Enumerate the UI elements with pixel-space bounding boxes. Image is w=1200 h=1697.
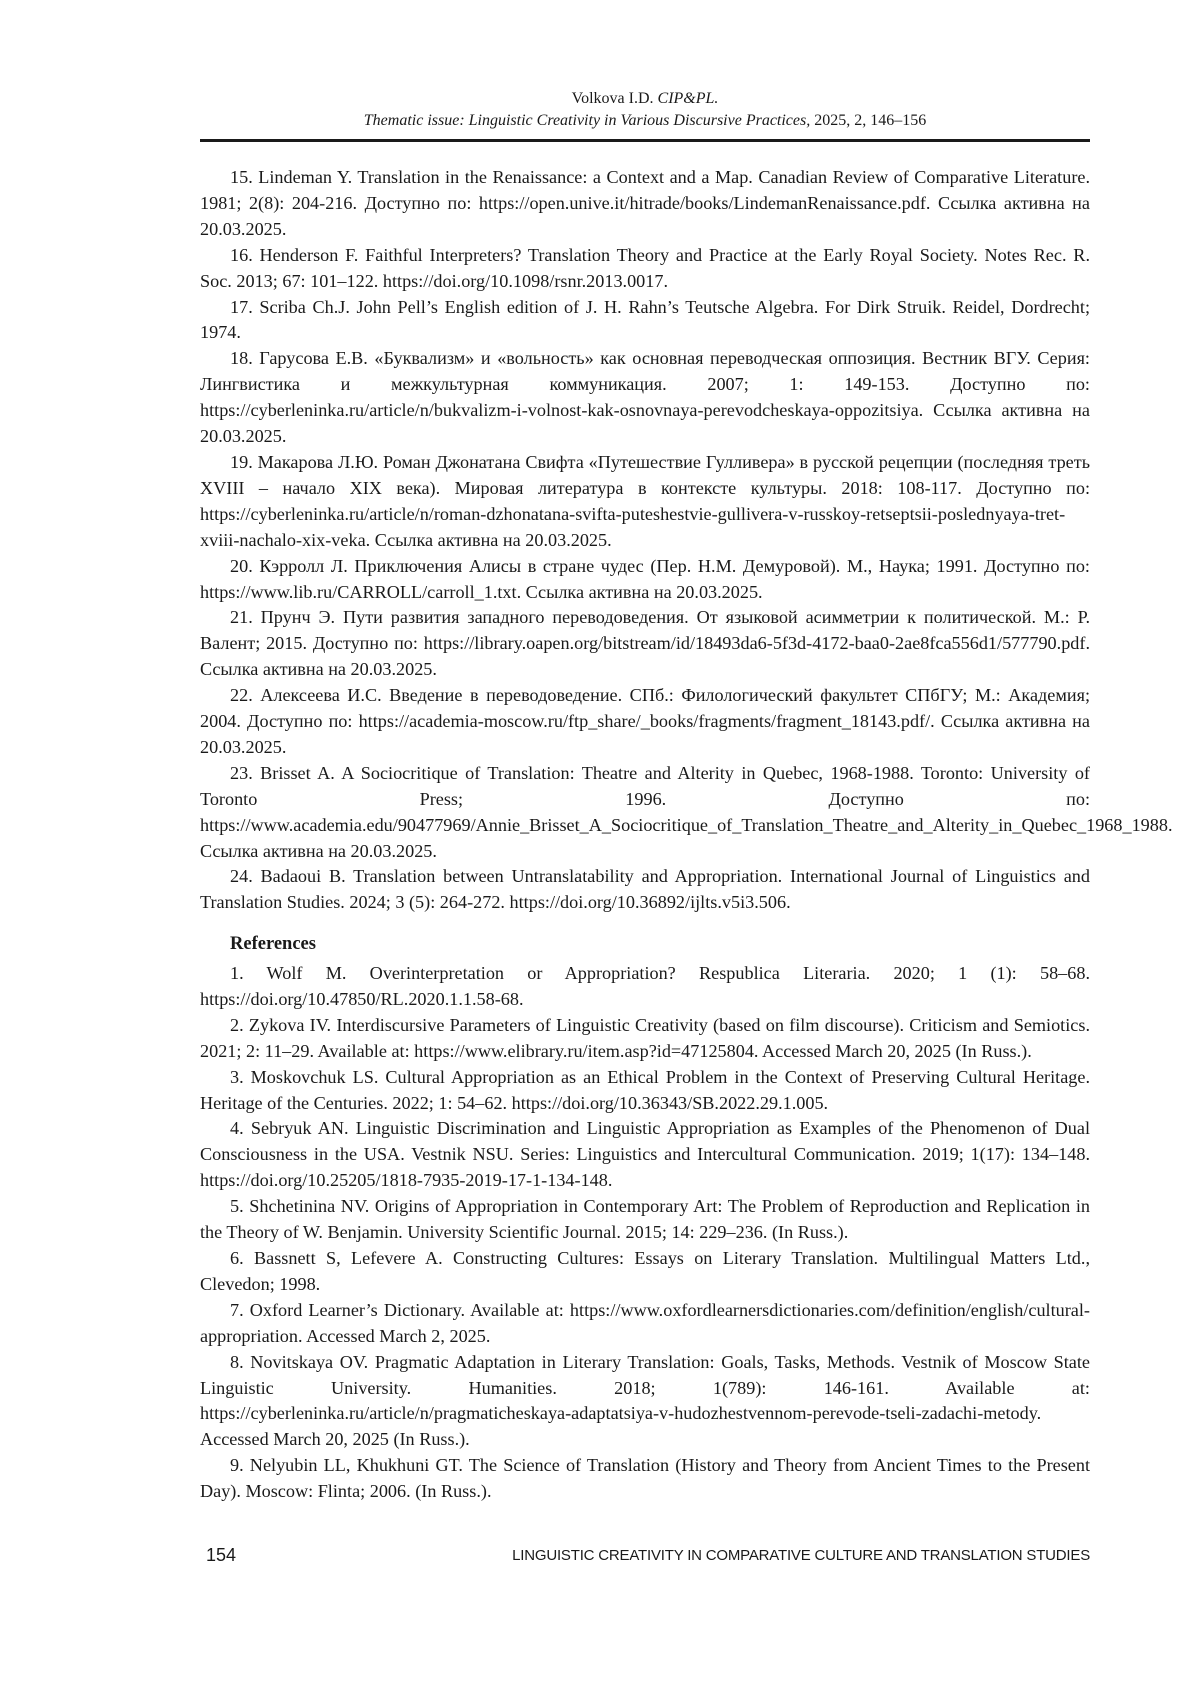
references-heading: References: [230, 934, 316, 954]
author-name: Volkova I.D.: [571, 90, 654, 107]
reference-item: 22. Алексеева И.С. Введение в переводоведение. СПб.: Филологический факультет СПбГУ; М.: Академия; 2004. Доступно по: https://academia-moscow.ru/ftp_share/_books/fragments/fragment_18143.pdf/. Ссылка активна на 20.03.2025.: [200, 685, 1090, 757]
running-head-issue-line: [200, 110, 1090, 132]
reference-item: 4. Sebryuk AN. Linguistic Discrimination and Linguistic Appropriation as Examples of the Phenomenon of Dual Consciousness in the USA. Vestnik NSU. Series: Linguistics and Intercultural Communication. 2019; 1(17): 134–148. https://doi.org/10.25205/1818-7935-2019-17-1-134-148.: [200, 1118, 1090, 1191]
running-head: [200, 88, 1090, 132]
issue-title: Thematic issue: Linguistic Creativity in Various Discursive Practices,: [363, 112, 811, 129]
journal-section-footer: LINGUISTIC CREATIVITY IN COMPARATIVE CULTURE AND TRANSLATION STUDIES: [512, 1547, 1090, 1564]
reference-item: 23. Brisset A. A Sociocritique of Translation: Theatre and Alterity in Quebec, 1968-1988. Toronto: University of Toronto Press; 1996. Доступно по: https://www.academia.edu/90477969/Annie_Brisset_A_Sociocritique_of_Translation_Theatre_and_Alterity_in_Quebec_1968_1988. Ссылка активна на 20.03.2025.: [200, 762, 1173, 861]
journal-abbreviation: CIP&PL.: [657, 90, 719, 107]
reference-item: 21. Прунч Э. Пути развития западного переводоведения. От языковой асимметрии к политической. М.: Р. Валент; 2015. Доступно по: https://library.oapen.org/bitstream/id/18493da6-5f3d-4172-baa0-2ae8fca556d1/577790.pdf. Ссылка активна на 20.03.2025.: [200, 607, 1090, 680]
issue-details: 2025, 2, 146–156: [814, 112, 927, 129]
reference-item: 17. Scriba Ch.J. John Pell’s English edition of J. H. Rahn’s Teutsche Algebra. For Dirk Struik. Reidel, Dordrecht; 1974.: [200, 296, 1090, 343]
reference-item: 3. Moskovchuk LS. Cultural Appropriation as an Ethical Problem in the Context of Preserving Cultural Heritage. Heritage of the Centuries. 2022; 1: 54–62. https://doi.org/10.36343/SB.2022.29.1.005.: [200, 1066, 1090, 1113]
reference-item: 1. Wolf M. Overinterpretation or Appropriation? Respublica Literaria. 2020; 1 (1): 58–68. https://doi.org/10.47850/RL.2020.1.1.58-68.: [200, 963, 1090, 1009]
reference-item: 24. Badaoui B. Translation between Untranslatability and Appropriation. International Journal of Linguistics and Translation Studies. 2024; 3 (5): 264-272. https://doi.org/10.36892/ijlts.v5i3.506.: [200, 866, 1090, 913]
reference-item: 6. Bassnett S, Lefevere A. Constructing Cultures: Essays on Literary Translation. Multilingual Matters Ltd., Clevedon; 1998.: [200, 1247, 1090, 1294]
reference-item: 20. Кэрролл Л. Приключения Алисы в стране чудес (Пер. Н.М. Демуровой). М., Наука; 1991. Доступно по: https://www.lib.ru/CARROLL/carroll_1.txt. Ссылка активна на 20.03.2025.: [200, 555, 1090, 602]
reference-item: 9. Nelyubin LL, Khukhuni GT. The Science of Translation (History and Theory from Ancient Times to the Present Day). Moscow: Flinta; 2006. (In Russ.).: [200, 1455, 1090, 1502]
reference-item: 2. Zykova IV. Interdiscursive Parameters of Linguistic Creativity (based on film discourse). Criticism and Semiotics. 2021; 2: 11–29. Available at: https://www.elibrary.ru/item.asp?id=47125804. Accessed March 20, 2025 (In Russ.).: [200, 1014, 1090, 1061]
reference-item: 18. Гарусова Е.В. «Буквализм» и «вольность» как основная переводческая оппозиция. Вестник ВГУ. Серия: Лингвистика и межкультурная коммуникация. 2007; 1: 149-153. Доступно по: https://cyberleninka.ru/article/n/bukvalizm-i-volnost-kak-osnovnaya-perevodcheskaya-oppozitsiya. Ссылка активна на 20.03.2025.: [200, 348, 1090, 447]
reference-item: 8. Novitskaya OV. Pragmatic Adaptation in Literary Translation: Goals, Tasks, Methods. Vestnik of Moscow State Linguistic University. Humanities. 2018; 1(789): 146-161. Available at: https://cyberleninka.ru/article/n/pragmaticheskaya-adaptatsiya-v-hudozhestvennom-perevode-tseli-zadachi-metody. Accessed March 20, 2025 (In Russ.).: [200, 1351, 1090, 1450]
reference-item: 15. Lindeman Y. Translation in the Renaissance: a Context and a Map. Canadian Review of Comparative Literature. 1981; 2(8): 204-216. Доступно по: https://open.unive.it/hitrade/books/LindemanRenaissance.pdf. Ссылка активна на 20.03.2025.: [200, 167, 1090, 239]
reference-list-continued: [200, 165, 1173, 916]
header-divider: [200, 139, 1090, 142]
reference-list: [200, 961, 1090, 1505]
running-head-author-line: [200, 88, 1090, 110]
reference-item: 16. Henderson F. Faithful Interpreters? Translation Theory and Practice at the Early Royal Society. Notes Rec. R. Soc. 2013; 67: 101–122. https://doi.org/10.1098/rsnr.2013.0017.: [200, 244, 1090, 291]
page-number: 154: [206, 1545, 237, 1565]
reference-item: 19. Макарова Л.Ю. Роман Джонатана Свифта «Путешествие Гулливера» в русской рецепции (последняя треть XVIII – начало XIX века). Мировая литература в контексте культуры. 2018: 108-117. Доступно по: https://cyberleninka.ru/article/n/roman-dzhonatana-svifta-puteshestvie-gullivera-v-russkoy-retseptsii-poslednyaya-tret-xviii-nachalo-xix-veka. Ссылка активна на 20.03.2025.: [200, 451, 1090, 550]
reference-item: 5. Shchetinina NV. Origins of Appropriation in Contemporary Art: The Problem of Reproduction and Replication in the Theory of W. Benjamin. University Scientific Journal. 2015; 14: 229–236. (In Russ.).: [200, 1196, 1090, 1243]
reference-item: 7. Oxford Learner’s Dictionary. Available at: https://www.oxfordlearnersdictionaries.com/definition/english/cultural-appropriation. Accessed March 2, 2025.: [200, 1299, 1090, 1346]
